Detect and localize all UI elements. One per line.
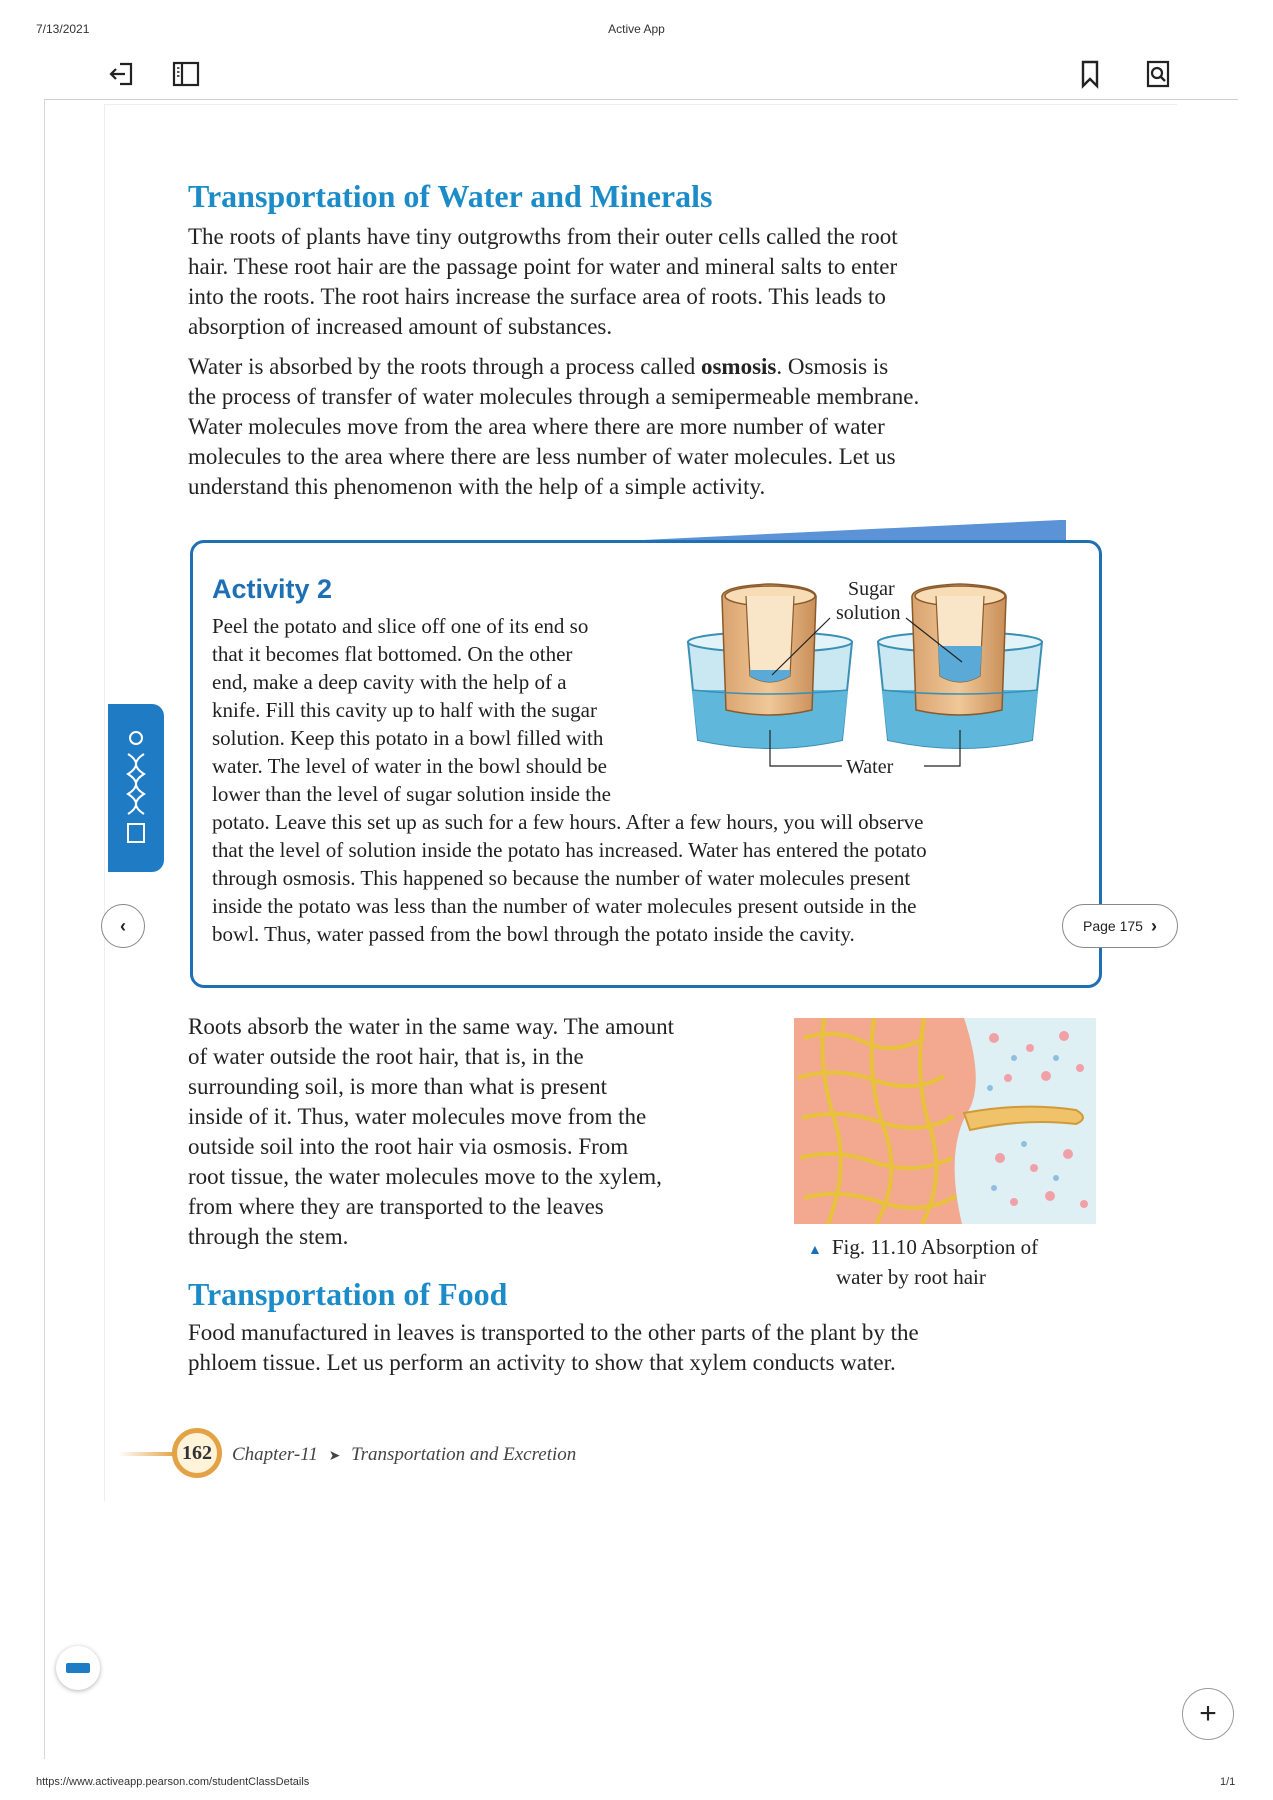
chevron-left-icon: ‹ (120, 915, 126, 936)
print-date: 7/13/2021 (36, 22, 90, 36)
text-line: inside the potato was less than the number of water molecules present outside in the (212, 894, 917, 918)
text-line: potato. Leave this set up as such for a few hours. After a few hours, you will observe (212, 810, 924, 834)
text-line: from where they are transported to the leaves (188, 1194, 604, 1219)
text-line: Water is absorbed by the roots through a process called osmosis. Osmosis is (188, 354, 889, 379)
triangle-icon: ▲ (808, 1243, 822, 1258)
footer-chapter-label: Chapter-11 (232, 1444, 318, 1465)
text-line: bowl. Thus, water passed from the bowl through the potato inside the cavity. (212, 922, 855, 946)
page-number-badge: 162 (172, 1428, 222, 1478)
text-line: surrounding soil, is more than what is present (188, 1074, 608, 1099)
exit-icon (107, 59, 137, 89)
resource-side-tab[interactable] (108, 704, 164, 872)
search-page-icon (1143, 59, 1173, 89)
term-osmosis: osmosis (700, 354, 777, 379)
science-icon (122, 728, 150, 848)
text-line: knife. Fill this cavity up to half with the sugar (212, 698, 597, 722)
sidebar-toggle-icon (171, 59, 201, 89)
text-line: molecules to the area where there are less number of water molecules. Let us (188, 444, 896, 469)
footer-accent-line (118, 1452, 176, 1456)
text-line: Water molecules move from the area where there are more number of water (188, 414, 885, 439)
text-line: phloem tissue. Let us perform an activity to show that xylem conducts water. (188, 1350, 896, 1375)
bookmark-icon (1075, 59, 1105, 89)
viewer-divider (44, 99, 1238, 100)
footer-chapter (232, 1444, 576, 1466)
section-heading-water: Transportation of Water and Minerals (188, 178, 713, 214)
root-hair-figure (794, 1018, 1096, 1224)
label-solution: solution (836, 602, 901, 624)
text-line: that it becomes flat bottomed. On the other (212, 642, 573, 666)
viewer-left-border (44, 99, 45, 1759)
text-line: Food manufactured in leaves is transported to the other parts of the plant by the (188, 1320, 919, 1345)
text-line: hair. These root hair are the passage point for water and mineral salts to enter (188, 254, 898, 279)
text-line: The roots of plants have tiny outgrowths from their outer cells called the root (188, 224, 898, 249)
text-line: lower than the level of sugar solution inside the (212, 782, 611, 806)
text-line: the process of transfer of water molecules through a semipermeable membrane. (188, 384, 920, 409)
next-page-button[interactable] (1062, 904, 1178, 948)
activity-title: Activity 2 (212, 574, 333, 604)
add-button[interactable] (1182, 1688, 1234, 1740)
sidebar-toggle-button[interactable] (168, 56, 204, 92)
label-water: Water (846, 756, 894, 778)
text-line: solution. Keep this potato in a bowl filled with (212, 726, 604, 750)
figure-caption-line-2: water by root hair (836, 1265, 986, 1289)
previous-page-button[interactable] (101, 904, 145, 948)
next-page-label: Page 175 (1083, 918, 1143, 934)
paragraph-osmosis (188, 352, 1108, 502)
text-line: of water outside the root hair, that is, in the (188, 1044, 584, 1069)
figure-caption-line-1: Fig. 11.10 Absorption of (831, 1235, 1039, 1259)
text-line: Peel the potato and slice off one of its end so (212, 614, 589, 638)
text-line: understand this phenomenon with the help of a simple activity. (188, 474, 766, 499)
notes-button[interactable] (56, 1646, 100, 1690)
text-line: through osmosis. This happened so because the number of water molecules present (212, 866, 911, 890)
text-line: water. The level of water in the bowl should be (212, 754, 608, 778)
chevron-right-icon: › (1150, 915, 1157, 936)
text-line: inside of it. Thus, water molecules move from the (188, 1104, 647, 1129)
chevron-right-icon: ➤ (328, 1449, 341, 1464)
plus-icon: + (1199, 1697, 1217, 1730)
text-line: Roots absorb the water in the same way. The amount (188, 1014, 675, 1039)
footer-chapter-title: Transportation and Excretion (351, 1444, 577, 1465)
text-line: end, make a deep cavity with the help of a (212, 670, 567, 694)
print-title: Active App (608, 22, 665, 36)
text-line: into the roots. The root hairs increase the surface area of roots. This leads to (188, 284, 886, 309)
text-line: outside soil into the root hair via osmosis. From (188, 1134, 629, 1159)
text-line: root tissue, the water molecules move to the xylem, (188, 1164, 662, 1189)
search-page-button[interactable] (1140, 56, 1176, 92)
text-line: that the level of solution inside the potato has increased. Water has entered the potato (212, 838, 927, 862)
paragraph-food (188, 1318, 1128, 1378)
print-url: https://www.activeapp.pearson.com/studentClassDetails (36, 1776, 310, 1788)
text-line: through the stem. (188, 1224, 349, 1249)
notes-icon (66, 1663, 90, 1673)
section-heading-food: Transportation of Food (188, 1276, 508, 1312)
bookmark-button[interactable] (1072, 56, 1108, 92)
figure-caption (808, 1234, 1038, 1290)
label-sugar: Sugar (848, 578, 895, 600)
paragraph-root-hair (188, 222, 1088, 342)
text-line: absorption of increased amount of substances. (188, 314, 613, 339)
print-page-count: 1/1 (1220, 1776, 1236, 1788)
paragraph-roots-absorb (188, 1012, 788, 1252)
exit-button[interactable] (104, 56, 140, 92)
